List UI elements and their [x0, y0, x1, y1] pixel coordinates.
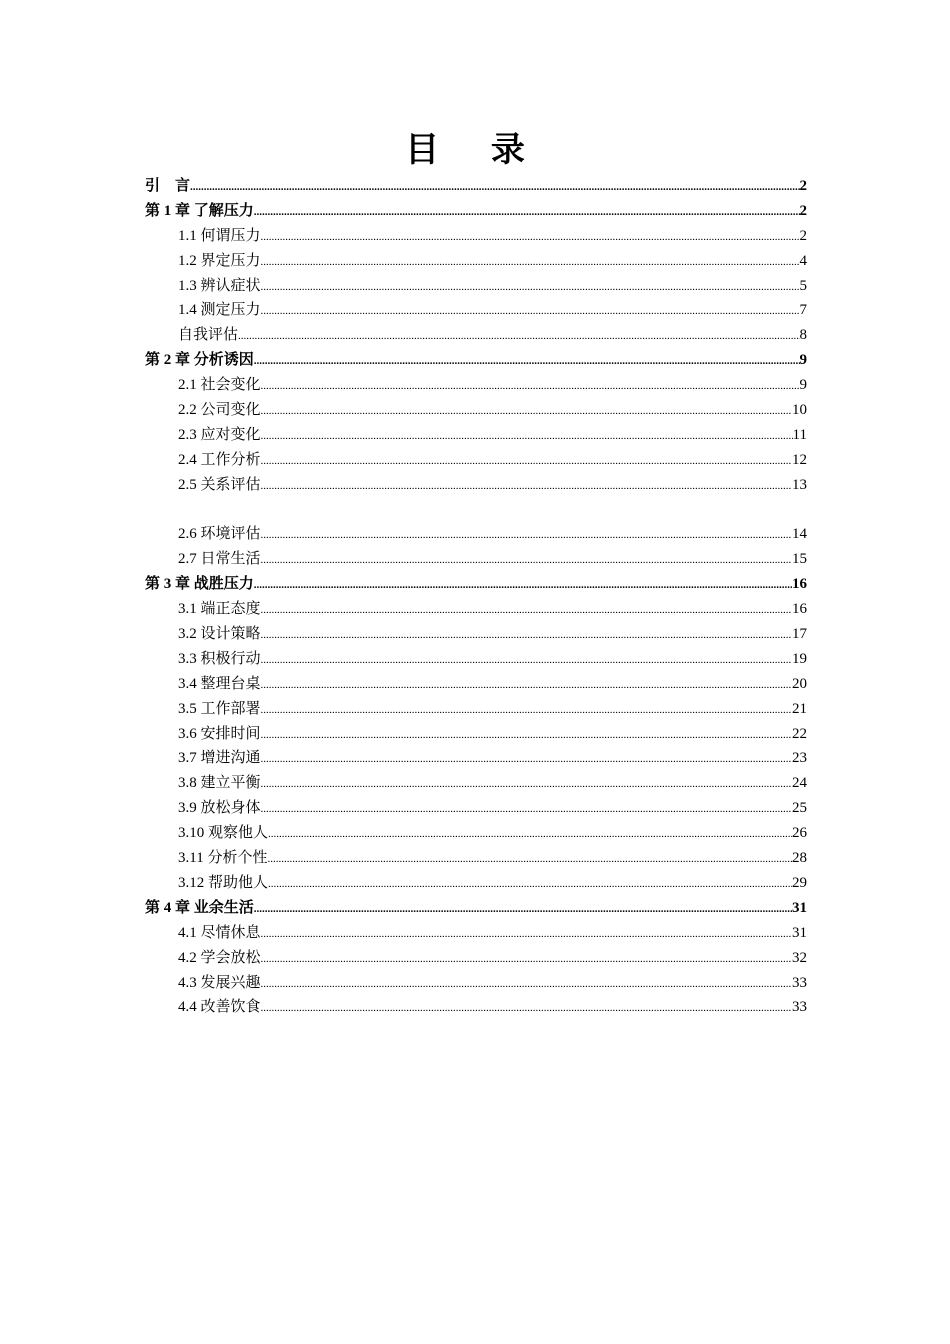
toc-entry-page: 10	[792, 402, 807, 419]
toc-entry-page: 15	[792, 551, 807, 568]
toc-entry-page: 23	[792, 750, 807, 767]
toc-entry-label: 自我评估	[178, 327, 239, 344]
toc-leader-dots	[261, 275, 800, 299]
toc-entry[interactable]	[145, 946, 807, 971]
toc-entry-label: 3.1 端正态度	[178, 601, 261, 618]
toc-entry[interactable]	[145, 896, 807, 921]
toc-entry[interactable]	[145, 249, 807, 274]
toc-leader-dots	[261, 797, 792, 821]
toc-entry-label: 3.2 设计策略	[178, 626, 261, 643]
toc-leader-dots	[261, 250, 800, 274]
toc-leader-dots	[261, 374, 800, 398]
toc-entry[interactable]	[145, 846, 807, 871]
toc-entry[interactable]	[145, 622, 807, 647]
toc-entry[interactable]	[145, 995, 807, 1020]
toc-entry-label: 3.8 建立平衡	[178, 775, 261, 792]
toc-leader-dots	[261, 623, 792, 647]
toc-entry-page: 13	[792, 476, 807, 493]
toc-entry[interactable]	[145, 522, 807, 547]
toc-entry-label: 2.2 公司变化	[178, 402, 261, 419]
toc-entry[interactable]	[145, 572, 807, 597]
toc-entry[interactable]	[145, 746, 807, 771]
toc-leader-dots	[261, 225, 800, 249]
table-of-contents	[145, 174, 807, 1020]
toc-entry-page: 33	[792, 999, 807, 1016]
toc-leader-dots	[261, 399, 792, 423]
toc-entry[interactable]	[145, 672, 807, 697]
toc-entry-page: 17	[792, 626, 807, 643]
toc-entry-label: 4.3 发展兴趣	[178, 974, 261, 991]
toc-entry-label: 第 3 章 战胜压力	[145, 576, 254, 593]
toc-entry-label: 3.3 积极行动	[178, 650, 261, 667]
toc-entry-page: 21	[792, 700, 807, 717]
toc-entry-label: 3.6 安排时间	[178, 725, 261, 742]
toc-leader-dots	[254, 200, 800, 224]
toc-leader-dots	[267, 847, 792, 871]
toc-leader-dots	[261, 299, 800, 323]
toc-entry-label: 第 2 章 分析诱因	[145, 352, 254, 369]
toc-entry-label: 3.4 整理台桌	[178, 675, 261, 692]
toc-entry-label: 4.2 学会放松	[178, 949, 261, 966]
toc-entry-label: 第 1 章 了解压力	[145, 202, 254, 219]
toc-entry-page: 7	[799, 302, 807, 319]
toc-leader-dots	[261, 996, 792, 1020]
toc-entry-page: 31	[792, 924, 807, 941]
toc-entry-label: 引 言	[145, 178, 191, 194]
toc-entry[interactable]	[145, 199, 807, 224]
toc-entry[interactable]	[145, 821, 807, 846]
toc-entry[interactable]	[145, 921, 807, 946]
toc-leader-dots	[261, 698, 792, 722]
toc-entry-label: 3.12 帮助他人	[178, 874, 269, 891]
toc-leader-dots	[254, 573, 792, 597]
toc-entry-label: 2.4 工作分析	[178, 451, 261, 468]
toc-leader-dots	[261, 449, 792, 473]
toc-entry-page: 20	[792, 675, 807, 692]
toc-entry-label: 3.9 放松身体	[178, 800, 261, 817]
toc-entry-page: 2	[799, 202, 807, 219]
toc-entry-page: 33	[792, 974, 807, 991]
toc-entry-page: 24	[792, 775, 807, 792]
toc-leader-dots	[238, 324, 799, 348]
toc-leader-dots	[261, 648, 792, 672]
toc-entry-label: 4.1 尽情休息	[178, 924, 261, 941]
toc-entry-page: 14	[792, 526, 807, 543]
toc-leader-dots	[261, 947, 792, 971]
toc-leader-dots	[268, 872, 792, 896]
toc-entry-page: 25	[792, 800, 807, 817]
toc-entry-label: 1.1 何谓压力	[178, 227, 261, 244]
toc-entry-label: 3.11 分析个性	[178, 850, 268, 867]
toc-entry-page: 2	[799, 227, 807, 244]
toc-entry-label: 3.7 增进沟通	[178, 750, 261, 767]
toc-entry-label: 2.1 社会变化	[178, 377, 261, 394]
toc-leader-dots	[261, 548, 792, 572]
toc-leader-dots	[261, 772, 792, 796]
toc-entry[interactable]	[145, 274, 807, 299]
toc-entry-page: 11	[792, 426, 807, 443]
toc-entry-page: 16	[792, 601, 807, 618]
toc-entry-page: 4	[799, 252, 807, 269]
toc-entry[interactable]	[145, 597, 807, 622]
toc-entry-page: 9	[799, 352, 807, 369]
toc-entry-page: 29	[792, 874, 807, 891]
toc-leader-dots	[268, 822, 792, 846]
toc-entry-label: 2.6 环境评估	[178, 526, 261, 543]
toc-entry-page: 2	[799, 178, 807, 194]
toc-entry-label: 1.3 辨认症状	[178, 277, 261, 294]
toc-entry-page: 19	[792, 650, 807, 667]
toc-entry[interactable]	[145, 448, 807, 473]
toc-leader-dots	[254, 349, 800, 373]
toc-entry-page: 31	[792, 899, 807, 916]
toc-entry[interactable]	[145, 771, 807, 796]
toc-entry[interactable]	[145, 373, 807, 398]
toc-leader-dots	[261, 598, 792, 622]
toc-entry[interactable]	[145, 547, 807, 572]
toc-entry-page: 16	[792, 576, 807, 593]
toc-entry[interactable]	[145, 174, 807, 199]
toc-entry-page: 26	[792, 825, 807, 842]
toc-entry[interactable]	[145, 398, 807, 423]
toc-entry[interactable]	[145, 323, 807, 348]
toc-entry-page: 12	[792, 451, 807, 468]
toc-leader-dots	[261, 523, 792, 547]
toc-leader-dots	[261, 424, 793, 448]
toc-entry-page: 5	[799, 277, 807, 294]
toc-leader-dots	[261, 474, 792, 498]
toc-entry[interactable]	[145, 224, 807, 249]
toc-entry[interactable]	[145, 298, 807, 323]
toc-entry-page: 8	[799, 327, 807, 344]
toc-leader-dots	[261, 723, 792, 747]
toc-entry-page: 28	[792, 850, 807, 867]
toc-entry-label: 2.3 应对变化	[178, 426, 261, 443]
toc-leader-dots	[261, 673, 792, 697]
toc-entry[interactable]	[145, 348, 807, 373]
toc-entry-label: 1.4 测定压力	[178, 302, 261, 319]
toc-entry[interactable]	[145, 473, 807, 498]
toc-entry-page: 9	[799, 377, 807, 394]
toc-leader-dots	[261, 747, 792, 771]
toc-blank-line	[145, 498, 807, 523]
toc-entry[interactable]	[145, 871, 807, 896]
toc-entry-label: 2.5 关系评估	[178, 476, 261, 493]
toc-entry-page: 22	[792, 725, 807, 742]
toc-entry[interactable]	[145, 971, 807, 996]
toc-leader-dots	[261, 972, 792, 996]
toc-entry[interactable]	[145, 722, 807, 747]
toc-entry-label: 第 4 章 业余生活	[145, 899, 254, 916]
page-title: 目 录	[405, 130, 545, 170]
toc-entry-page: 32	[792, 949, 807, 966]
toc-entry[interactable]	[145, 796, 807, 821]
toc-entry[interactable]	[145, 647, 807, 672]
toc-entry-label: 2.7 日常生活	[178, 551, 261, 568]
toc-entry-label: 1.2 界定压力	[178, 252, 261, 269]
toc-leader-dots	[254, 897, 792, 921]
toc-entry-label: 3.5 工作部署	[178, 700, 261, 717]
toc-entry-label: 3.10 观察他人	[178, 825, 269, 842]
toc-entry-label: 4.4 改善饮食	[178, 999, 261, 1016]
toc-leader-dots	[261, 922, 792, 946]
toc-entry[interactable]	[145, 423, 807, 448]
toc-leader-dots	[190, 175, 799, 199]
toc-entry[interactable]	[145, 697, 807, 722]
